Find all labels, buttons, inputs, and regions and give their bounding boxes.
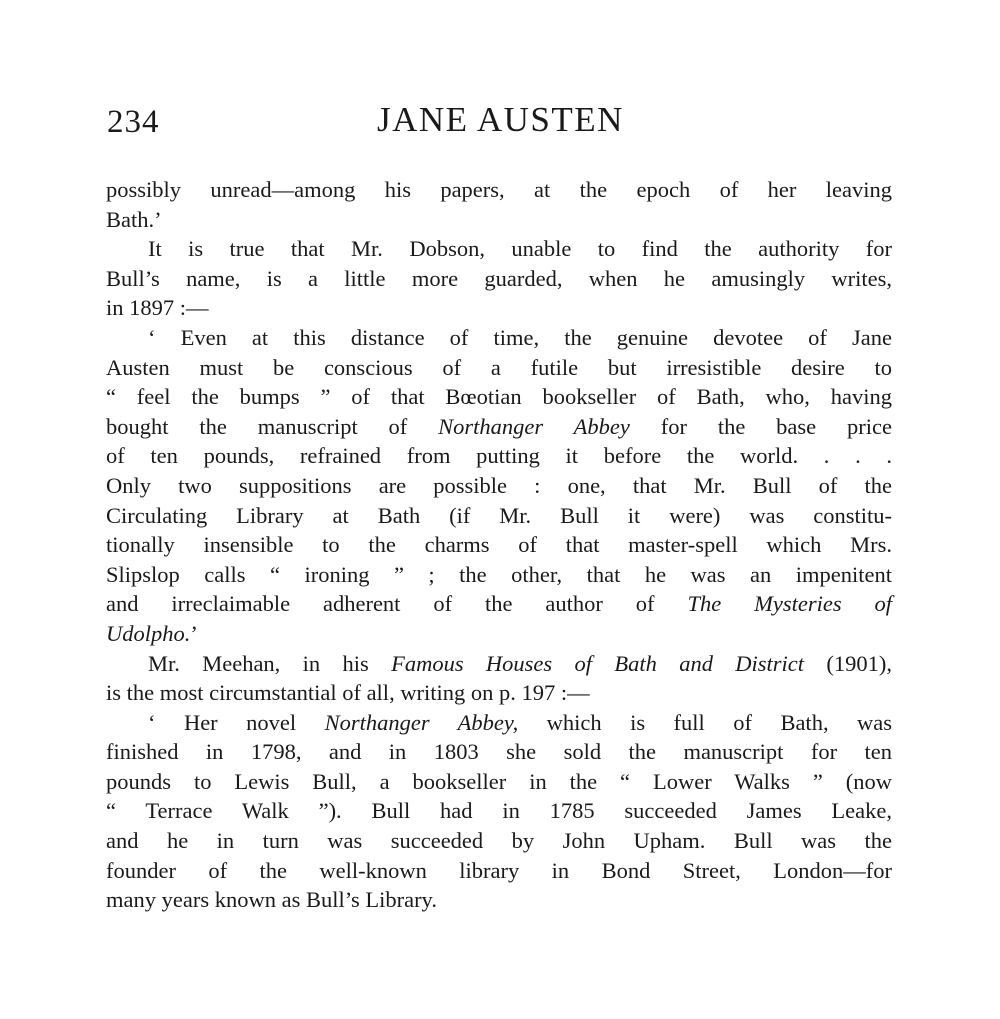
book-title: Famous Houses of Bath and District: [391, 650, 805, 676]
text-line: Bath.’: [106, 206, 162, 232]
text-line: possibly unread—among his papers, at the epoch of her leaving: [106, 177, 892, 202]
text-line: Slipslop calls “ ironing ” ; the other, that he was an impenitent: [106, 561, 892, 587]
text-line: [106, 619, 892, 649]
text-line: of ten pounds, refrained from putting it before the world. . . .: [106, 443, 892, 469]
running-title: JANE AUSTEN: [377, 100, 624, 139]
page-number: 234: [107, 104, 160, 140]
book-title: Northanger Abbey,: [324, 709, 519, 735]
text-line: “ feel the bumps ” of that Bœotian bookseller of Bath, who, having: [106, 384, 892, 410]
text-segment: for the base price: [629, 413, 892, 439]
text-segment: ’: [190, 620, 198, 646]
text-line: [106, 589, 892, 619]
text-segment: and irreclaimable adherent of the author of: [106, 591, 688, 617]
book-title: The Mysteries of: [687, 591, 892, 617]
body-text: [106, 175, 892, 915]
text-segment: Mr. Meehan, in his: [148, 650, 392, 676]
book-title: Northanger Abbey: [438, 413, 630, 439]
text-line: is the most circumstantial of all, writing on p. 197 :—: [106, 680, 590, 706]
text-line: Austen must be conscious of a futile but irresistible desire to: [106, 354, 892, 380]
book-title: Udolpho.: [106, 620, 191, 646]
text-line: in 1897 :—: [106, 295, 209, 321]
text-line: Only two suppositions are possible : one, that Mr. Bull of the: [106, 472, 892, 498]
text-line: “ Terrace Walk ”). Bull had in 1785 succeeded James Leake,: [106, 798, 892, 824]
text-line: finished in 1798, and in 1803 she sold the manuscript for ten: [106, 739, 892, 765]
text-segment: bought the manuscript of: [106, 413, 439, 439]
text-segment: ‘ Her novel: [148, 709, 325, 735]
text-line: many years known as Bull’s Library.: [106, 887, 437, 913]
text-line: [106, 649, 892, 679]
text-line: It is true that Mr. Dobson, unable to find the authority for: [148, 236, 892, 262]
text-line: Circulating Library at Bath (if Mr. Bull it were) was constitu-: [106, 502, 892, 528]
text-line: tionally insensible to the charms of that master-spell which Mrs.: [106, 532, 892, 558]
text-line: [106, 708, 892, 738]
text-line: pounds to Lewis Bull, a bookseller in the “ Lower Walks ” (now: [106, 768, 892, 794]
text-line: [106, 412, 892, 442]
text-line: and he in turn was succeeded by John Upham. Bull was the: [106, 828, 892, 854]
text-segment: which is full of Bath, was: [518, 709, 893, 735]
text-line: Bull’s name, is a little more guarded, when he amusingly writes,: [106, 265, 892, 291]
text-segment: (1901),: [804, 650, 892, 676]
text-line: founder of the well-known library in Bond Street, London—for: [106, 857, 892, 883]
text-line: ‘ Even at this distance of time, the genuine devotee of Jane: [148, 324, 892, 350]
